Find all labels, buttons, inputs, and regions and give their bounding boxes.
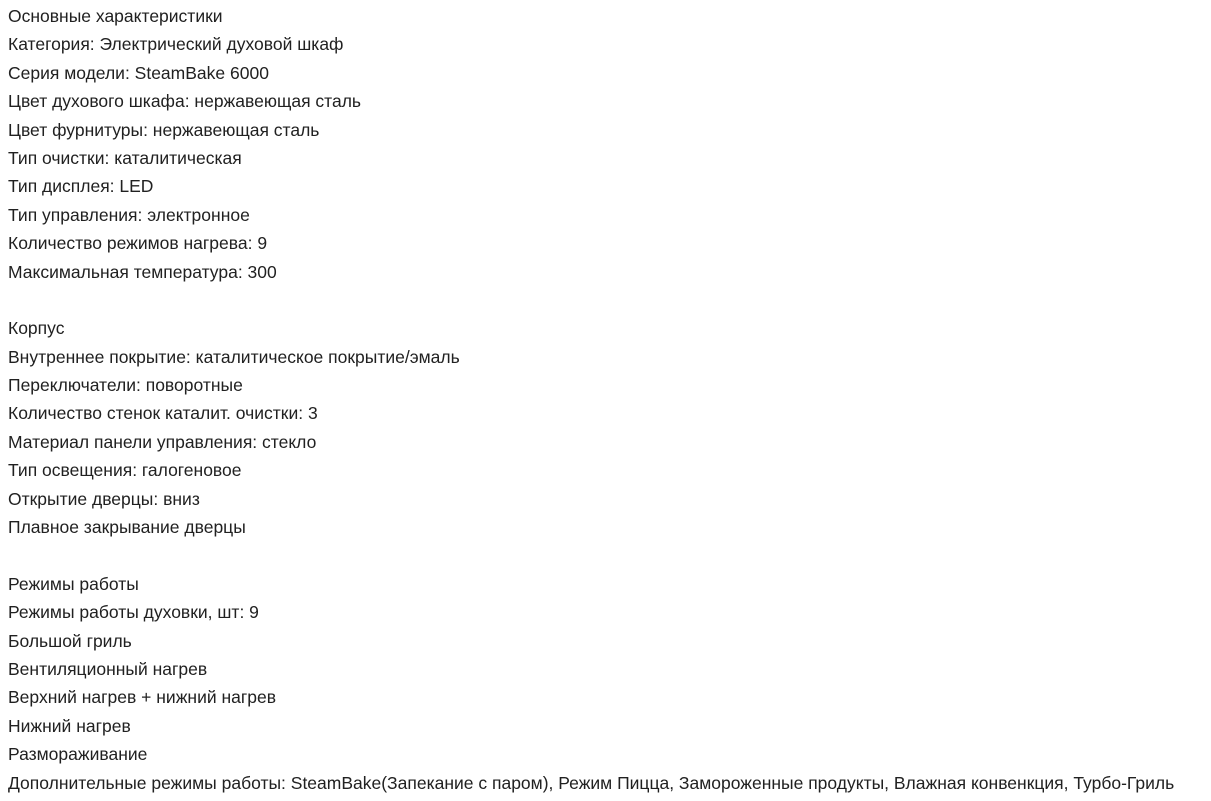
spec-line: Внутреннее покрытие: каталитическое покрытие/эмаль — [8, 346, 460, 367]
spec-line: Цвет фурнитуры: нержавеющая сталь — [8, 119, 320, 140]
spec-line: Дополнительные режимы работы: SteamBake(Запекание с паром), Режим Пицца, Замороженные продукты, Влажная конвенкция, Турбо-Гриль — [8, 772, 1175, 793]
spec-line: Переключатели: поворотные — [8, 375, 243, 396]
spec-line: Серия модели: SteamBake 6000 — [8, 62, 269, 83]
spec-line: Плавное закрывание дверцы — [8, 517, 246, 538]
spec-line: Вентиляционный нагрев — [8, 658, 208, 679]
spec-line: Тип управления: электронное — [8, 204, 250, 225]
section-title: Основные характеристики — [8, 6, 223, 26]
spec-line: Категория: Электрический духовой шкаф — [8, 34, 344, 55]
spec-line: Режимы работы духовки, шт: 9 — [8, 602, 259, 623]
spec-line: Большой гриль — [8, 630, 132, 651]
section-body — [8, 314, 1211, 541]
spec-line: Размораживание — [8, 744, 148, 765]
spec-line: Количество стенок каталит. очистки: 3 — [8, 403, 318, 424]
spec-line: Тип дисплея: LED — [8, 176, 154, 197]
spec-line: Материал панели управления: стекло — [8, 431, 317, 452]
spec-line: Верхний нагрев + нижний нагрев — [8, 687, 277, 708]
spec-sections — [8, 2, 1211, 797]
spec-line: Тип очистки: каталитическая — [8, 147, 242, 168]
section-operating-modes — [8, 570, 1211, 797]
spec-line: Максимальная температура: 300 — [8, 261, 277, 282]
section-title: Режимы работы — [8, 573, 139, 594]
section-title: Корпус — [8, 318, 65, 339]
spec-line: Тип освещения: галогеновое — [8, 460, 242, 481]
section-main-characteristics — [8, 2, 1211, 286]
spec-line: Цвет духового шкафа: нержавеющая сталь — [8, 91, 362, 112]
spec-line: Количество режимов нагрева: 9 — [8, 233, 268, 254]
spec-line: Нижний нагрев — [8, 715, 131, 736]
spec-line: Открытие дверцы: вниз — [8, 488, 200, 509]
